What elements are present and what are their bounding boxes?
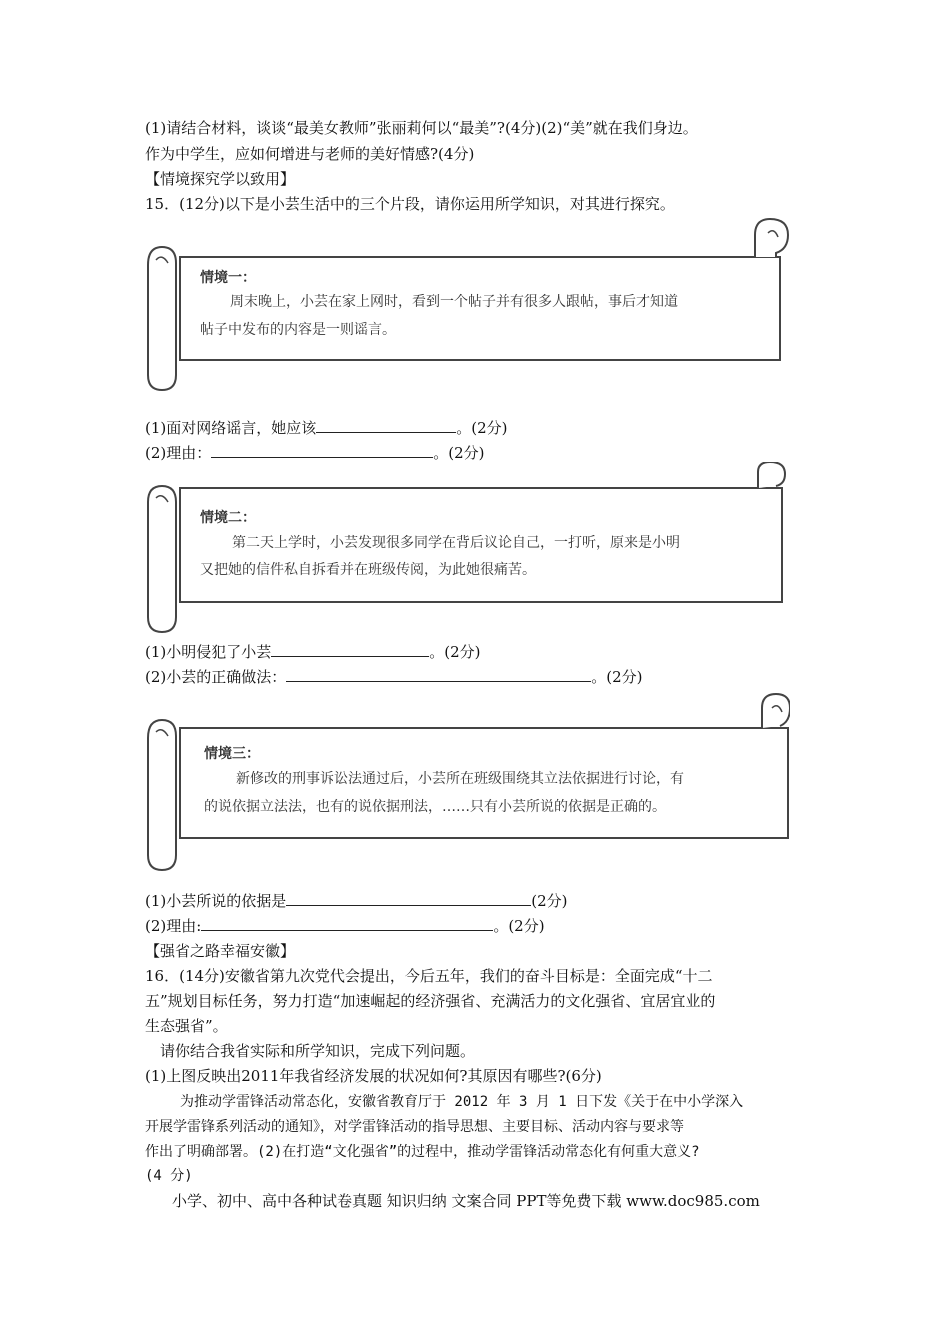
answer-blank[interactable] bbox=[201, 914, 493, 931]
page-footer: 小学、初中、高中各种试卷真题 知识归纳 文案合同 PPT等免费下载 www.doc985.com bbox=[172, 1192, 760, 1210]
scene3-scroll bbox=[140, 690, 790, 872]
s2-question1-score: 。(2分) bbox=[429, 643, 481, 661]
s2-question2-score: 。(2分) bbox=[591, 668, 643, 686]
s1-question1-score: 。(2分) bbox=[456, 419, 508, 437]
scene1-body-2: 帖子中发布的内容是一则谣言。 bbox=[200, 322, 396, 338]
q16-line1: 16．(14分)安徽省第九次党代会提出，今后五年，我们的奋斗目标是：全面完成“十二 bbox=[145, 967, 713, 985]
q16-line2: 五”规划目标任务，努力打造“加速崛起的经济强省、充满活力的文化强省、宜居宜业的 bbox=[145, 992, 716, 1010]
q16-line5: (1)上图反映出2011年我省经济发展的状况如何?其原因有哪些?(6分) bbox=[145, 1067, 602, 1085]
scene1-scroll bbox=[140, 215, 790, 395]
s3-question1 bbox=[145, 889, 568, 913]
q14-line1: (1)请结合材料，谈谈“最美女教师”张丽莉何以“最美”?(4分)(2)“美”就在我们身边。 bbox=[145, 119, 698, 137]
section-explore-heading: 【情境探究学以致用】 bbox=[145, 170, 296, 188]
s1-question2-text: (2)理由： bbox=[145, 444, 212, 462]
answer-blank[interactable] bbox=[286, 665, 591, 682]
scene3-title: 情境三： bbox=[204, 746, 260, 762]
section-anhui-heading: 【强省之路幸福安徽】 bbox=[145, 942, 296, 960]
scene2-body-2: 又把她的信件私自拆看并在班级传阅，为此她很痛苦。 bbox=[200, 562, 536, 578]
s3-question2 bbox=[145, 914, 545, 938]
s2-question1 bbox=[145, 640, 481, 664]
s3-question1-score: (2分) bbox=[531, 892, 568, 910]
notice-line2: 开展学雷锋系列活动的通知》，对学雷锋活动的指导思想、主要目标、活动内容与要求等 bbox=[145, 1119, 684, 1135]
s3-question2-score: 。(2分) bbox=[493, 917, 545, 935]
scene2-body-1: 第二天上学时，小芸发现很多同学在背后议论自己，一打听，原来是小明 bbox=[232, 535, 680, 551]
s2-question2-text: (2)小芸的正确做法： bbox=[145, 668, 287, 686]
q15-stem: 15．(12分)以下是小芸生活中的三个片段，请你运用所学知识，对其进行探究。 bbox=[145, 195, 675, 213]
scene1-body-1: 周末晚上，小芸在家上网时，看到一个帖子并有很多人跟帖，事后才知道 bbox=[230, 294, 678, 310]
s1-question1-text: (1)面对网络谣言，她应该 bbox=[145, 419, 317, 437]
q16-line3: 生态强省”。 bbox=[145, 1017, 228, 1035]
scene3-body-2: 的说依据立法法，也有的说依据刑法，……只有小芸所说的依据是正确的。 bbox=[204, 799, 666, 815]
notice-line1: 为推动学雷锋活动常态化，安徽省教育厅于 2012 年 3 月 1 日下发《关于在中小学深入 bbox=[180, 1094, 744, 1110]
answer-blank[interactable] bbox=[211, 441, 433, 458]
s3-question2-text: (2)理由: bbox=[145, 917, 202, 935]
q16-line4: 请你结合我省实际和所学知识，完成下列问题。 bbox=[160, 1042, 476, 1060]
answer-blank[interactable] bbox=[271, 640, 429, 657]
scene2-title: 情境二： bbox=[200, 510, 256, 526]
answer-blank[interactable] bbox=[286, 889, 531, 906]
s2-question1-text: (1)小明侵犯了小芸 bbox=[145, 643, 272, 661]
s3-question1-text: (1)小芸所说的依据是 bbox=[145, 892, 287, 910]
s1-question2-score: 。(2分) bbox=[433, 444, 485, 462]
answer-blank[interactable] bbox=[316, 416, 456, 433]
notice-line4: (4 分) bbox=[145, 1168, 193, 1184]
s2-question2 bbox=[145, 665, 643, 689]
scene3-body-1: 新修改的刑事诉讼法通过后，小芸所在班级围绕其立法依据进行讨论，有 bbox=[236, 771, 684, 787]
q14-line2: 作为中学生，应如何增进与老师的美好情感?(4分) bbox=[145, 145, 475, 163]
scene2-scroll bbox=[140, 462, 790, 638]
s1-question1 bbox=[145, 416, 508, 440]
scene1-title: 情境一： bbox=[200, 270, 256, 286]
notice-line3: 作出了明确部署。(2)在打造“文化强省”的过程中，推动学雷锋活动常态化有何重大意义? bbox=[145, 1144, 700, 1160]
